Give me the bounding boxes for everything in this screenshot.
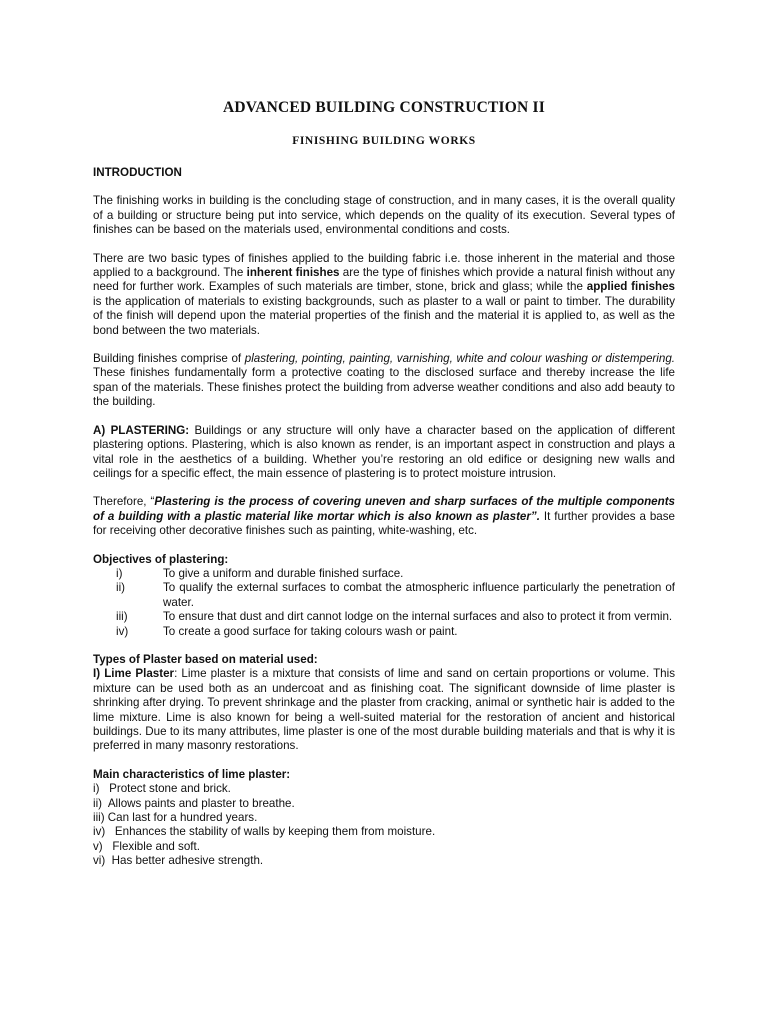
plastering-definition: Plastering is the process of covering uneven and sharp surfaces of the multiple components of a building with a plastic material like mortar which is also known as plaster	[93, 495, 675, 523]
list-number: i)	[116, 566, 123, 580]
text-run: are the type of finishes which provide a natural finish without any need for further work. Examples of such materials are timber, stone, brick and glass; while the	[93, 266, 675, 294]
characteristics-heading: Main characteristics of lime plaster:	[93, 767, 291, 781]
objectives-list	[93, 567, 675, 639]
types-heading: Types of Plaster based on material used:	[93, 652, 318, 666]
document-body	[93, 166, 675, 869]
list-text: To create a good surface for taking colours wash or paint.	[163, 624, 458, 638]
text-run: Therefore, “	[93, 495, 155, 509]
introduction-paragraph-1: The finishing works in building is the concluding stage of construction, and in many cases, it is the overall quality of a building or structure being put into service, which depends on the quality of its execution. Several types of finishes can be based on the materials used, environmental conditions and costs.	[93, 194, 675, 237]
document-title: ADVANCED BUILDING CONSTRUCTION II	[223, 99, 545, 116]
list-text: To ensure that dust and dirt cannot lodge on the internal surfaces and also to protect it from vermin.	[163, 610, 673, 624]
characteristics-list	[93, 782, 675, 868]
list-item	[93, 610, 675, 624]
term-applied-finishes: applied finishes	[586, 280, 675, 294]
list-text: To qualify the external surfaces to combat the atmospheric influence particularly the penetration of water.	[163, 581, 675, 609]
list-number: ii)	[116, 581, 126, 595]
list-number: iv)	[116, 624, 129, 638]
introduction-heading: INTRODUCTION	[93, 166, 182, 179]
objectives-heading: Objectives of plastering:	[93, 552, 229, 566]
list-text: To give a uniform and durable finished surface.	[163, 566, 404, 580]
list-item: ii) Allows paints and plaster to breathe.	[93, 796, 295, 810]
list-item	[93, 567, 675, 581]
text-run: ”.	[530, 509, 540, 523]
list-number: iii)	[116, 610, 128, 624]
list-item	[93, 625, 675, 639]
text-run: These finishes fundamentally form a protective coating to the disclosed surface and thereby increase the life span of the materials. These finishes protect the building from adverse weather conditions and also add beauty to the building.	[93, 366, 675, 409]
text-run: Buildings or any structure will only have a character based on the application of different plastering options. Plastering, which is also known as render, is an important aspect in construction and plays a vital role in the aesthetics of a building. Whether you’re restoring an old edifice or designing new walls and ceilings for a specific effect, the main essence of plastering is to protect moisture intrusion.	[93, 423, 675, 480]
list-item: i) Protect stone and brick.	[93, 782, 231, 796]
introduction-paragraph-2	[93, 252, 675, 338]
plastering-heading: A) PLASTERING:	[93, 423, 190, 437]
introduction-paragraph-3	[93, 352, 675, 410]
list-item: vi) Has better adhesive strength.	[93, 854, 264, 868]
plastering-paragraph-1	[93, 424, 675, 482]
text-run: It further provides a base for receiving other decorative finishes such as painting, white-washing, etc.	[93, 509, 675, 538]
text-run: : Lime plaster is a mixture that consists of lime and sand on certain proportions or volume. This mixture can be used both as an undercoat and as finishing coat. The significant downside of lime plaster is shrinking after drying. To prevent shrinkage and the plaster from cracking, animal or synthetic hair is added to the lime mixture. Lime is also known for being a well-suited material for the restoration of ancient and historical buildings. Due to its many attributes, lime plaster is one of the most durable building materials and that is why it is preferred in many masonry restorations.	[93, 667, 675, 753]
list-item: iii) Can last for a hundred years.	[93, 811, 258, 825]
list-item	[93, 581, 675, 610]
text-run: Building finishes comprise of	[93, 352, 245, 366]
lime-plaster-label: I) Lime Plaster	[93, 667, 175, 681]
list-item: iv) Enhances the stability of walls by keeping them from moisture.	[93, 825, 436, 839]
text-run: is the application of materials to existing backgrounds, such as plaster to a wall or paint to timber. The durability of the finish will depend upon the material properties of the finish and the material it is applied to, as well as the bond between the two materials.	[93, 294, 675, 337]
term-inherent-finishes: inherent finishes	[246, 266, 340, 280]
finish-types-list: plastering, pointing, painting, varnishing, white and colour washing or distempering.	[244, 352, 675, 366]
lime-plaster-paragraph	[93, 667, 675, 753]
document-subtitle: FINISHING BUILDING WORKS	[292, 135, 476, 147]
list-item: v) Flexible and soft.	[93, 839, 200, 853]
plastering-paragraph-2	[93, 495, 675, 538]
text-run: There are two basic types of finishes applied to the building fabric i.e. those inherent in the material and those applied to a background. The	[93, 251, 675, 280]
